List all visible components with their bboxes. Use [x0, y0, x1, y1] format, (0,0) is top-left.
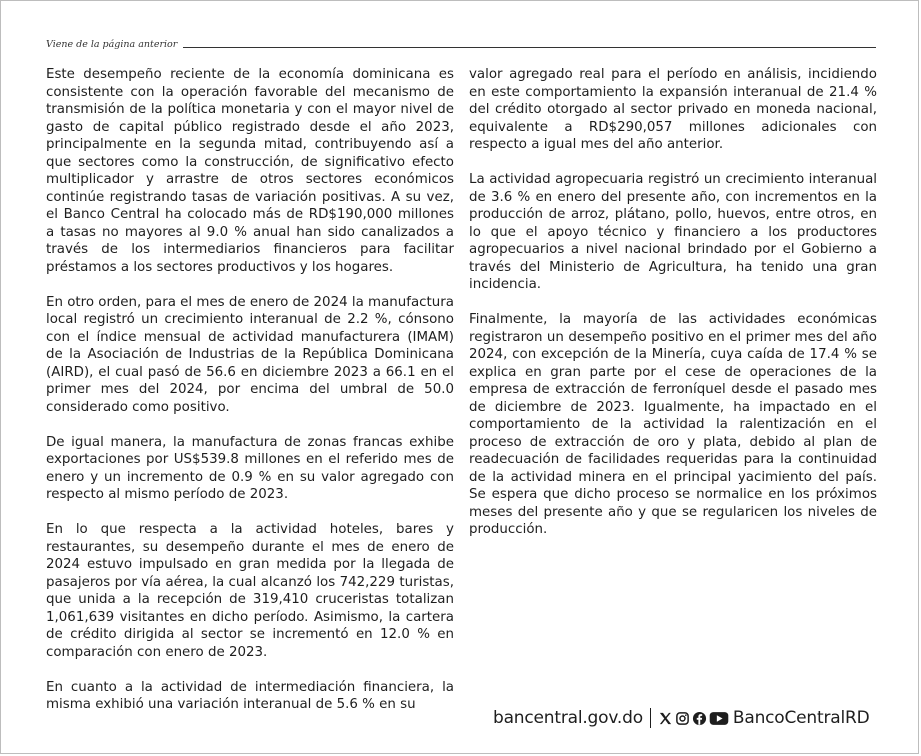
header-rule [183, 47, 876, 48]
social-handle[interactable]: BancoCentralRD [732, 708, 870, 728]
website-link[interactable]: bancentral.gov.do [493, 708, 643, 728]
footer-divider [650, 708, 651, 728]
right-column [469, 66, 877, 556]
paragraph: valor agregado real para el período en análisis, incidiendo en este comportamiento la expansión interanual de 21.4 % del crédito otorgado al sector privado en moneda nacional, equivalente a RD$290,057 millones adicionales con respecto a igual mes del año anterior. [469, 67, 877, 152]
paragraph: De igual manera, la manufactura de zonas francas exhibe exportaciones por US$539.8 millones en el referido mes de enero y un incremento de 0.9 % en su valor agregado con respecto al mismo período de 2023. [46, 434, 454, 502]
paragraph: La actividad agropecuaria registró un crecimiento interanual de 3.6 % en enero del presente año, con incrementos en la producción de arroz, plátano, pollo, huevos, entre otros, en lo que el apoyo técnico y financiero a los productores agropecuarios a nivel nacional brindado por el Gobierno a través del Ministerio de Agricultura, ha tenido una gran incidencia. [469, 172, 877, 292]
continued-label: Viene de la página anterior [46, 39, 178, 50]
instagram-icon[interactable] [675, 711, 690, 726]
social-icons [658, 711, 729, 726]
paragraph: Finalmente, la mayoría de las actividades económicas registraron un desempeño positivo en el primer mes del año 2024, con excepción de la Minería, cuya caída de 17.4 % se explica en gran parte por el cese de operaciones de la empresa de extracción de ferroníquel desde el pasado mes de diciembre de 2023. Igualmente, ha impactado en el comportamiento de la actividad la ralentización en el proceso de extracción de oro y plata, debido al plan de readecuación de facilidades requeridas para la continuidad de la actividad minera en el principal yacimiento del país. Se espera que dicho proceso se normalice en los próximos meses del presente año y que se regularicen los niveles de producción. [469, 312, 877, 537]
paragraph: En cuanto a la actividad de intermediación financiera, la misma exhibió una variación interanual de 5.6 % en su [46, 679, 454, 712]
x-icon[interactable] [658, 711, 673, 726]
paragraph: Este desempeño reciente de la economía dominicana es consistente con la operación favorable del mecanismo de transmisión de la política monetaria y con el mayor nivel de gasto de capital público registrado desde el año 2023, principalmente en la segunda mitad, contribuyendo así a que sectores como la construcción, de significativo efecto multiplicador y arrastre de otros sectores económicos continúe registrando tasas de variación positivas. A su vez, el Banco Central ha colocado más de RD$190,000 millones a tasas no mayores al 9.0 % anual han sido canalizados a través de los intermediarios financieros para facilitar préstamos a los sectores productivos y los hogares. [46, 67, 454, 275]
footer [493, 705, 870, 731]
youtube-icon[interactable] [709, 711, 729, 726]
left-column [46, 66, 454, 731]
facebook-icon[interactable] [692, 711, 707, 726]
paragraph: En otro orden, para el mes de enero de 2024 la manufactura local registró un crecimiento interanual de 2.2 %, cónsono con el índice mensual de actividad manufacturera (IMAM) de la Asociación de Industrias de la República Dominicana (AIRD), el cual pasó de 56.6 en diciembre 2023 a 66.1 en el primer mes del 2024, por encima del umbral de 50.0 considerado como positivo. [46, 294, 454, 415]
continued-from-previous-page [46, 37, 876, 51]
paragraph: En lo que respecta a la actividad hoteles, bares y restaurantes, su desempeño durante el mes de enero de 2024 estuvo impulsado en gran medida por la llegada de pasajeros por vía aérea, la cual alcanzó los 742,229 turistas, que unida a la recepción de 319,410 cruceristas totalizan 1,061,639 visitantes en dicho período. Asimismo, la cartera de crédito dirigida al sector se incrementó en 12.0 % en comparación con enero de 2023. [46, 522, 454, 660]
